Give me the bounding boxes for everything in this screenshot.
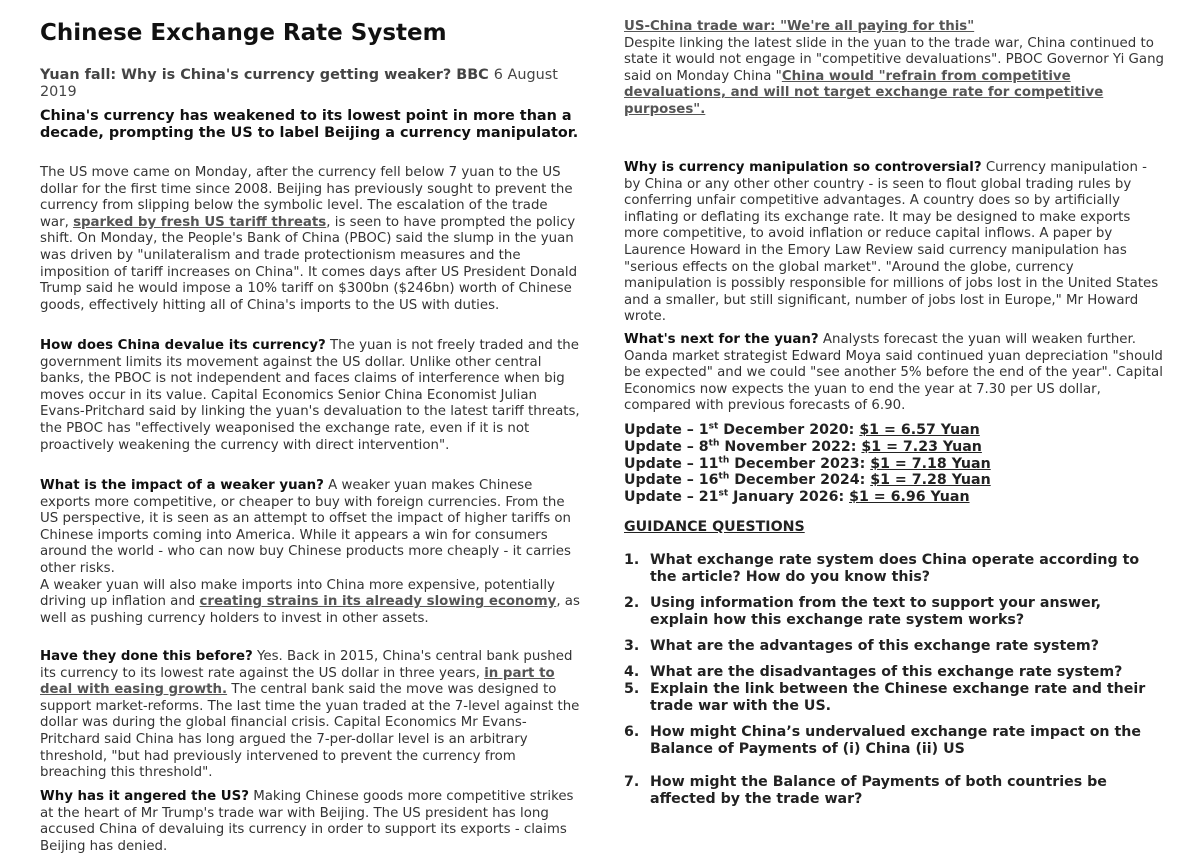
update-rate: $1 = 6.57 Yuan	[859, 422, 980, 438]
text: The US move came on Monday, after the currency fell below 7 yuan to the US dollar for the first time since 2008. Beijing has previously sought to prevent the currency from slipping below the symbolic level. The escalation of the trade war,	[40, 165, 573, 230]
text: A weaker yuan makes Chinese exports more competitive, or cheaper to buy with foreign currencies. From the US perspective, it is seen as an attempt to offset the impact of higher tariffs on Chinese imports coming into America. While it appears a win for consumers around the world - who can now buy Chinese products more cheaply - it carries other risks.	[40, 478, 572, 576]
paragraph-before	[40, 649, 580, 782]
ordinal: th	[718, 455, 730, 466]
source-date: 6 August 2019	[40, 67, 558, 100]
text: Making Chinese goods more competitive strikes at the heart of Mr Trump's trade war with Beijing. The US president has long accused China of devaluing its currency in order to support its exports - claims Beijing has denied.	[40, 789, 574, 854]
update-line	[624, 456, 991, 473]
question-text: What exchange rate system does China operate according to the article? How do you know this?	[650, 552, 1140, 585]
question-item	[624, 595, 1164, 629]
update-label: Update – 21	[624, 489, 719, 505]
page-title: Chinese Exchange Rate System	[40, 20, 447, 46]
question-text: How might China’s undervalued exchange rate impact on the Balance of Payments of (i) China (ii) US	[650, 724, 1141, 757]
ordinal: th	[718, 471, 730, 482]
link-refrain-devaluations[interactable]: China would "refrain from competitive devaluations, and will not target exchange rate for competitive purposes".	[624, 68, 1104, 117]
text: A weaker yuan will also make imports into China more expensive, potentially driving up inflation and	[40, 577, 555, 610]
paragraph-impact	[40, 478, 580, 627]
update-line	[624, 439, 982, 456]
update-rate: $1 = 7.23 Yuan	[861, 439, 982, 455]
question-text: What are the disadvantages of this exchange rate system?	[650, 664, 1123, 680]
update-label: Update – 11	[624, 456, 719, 472]
update-rate: $1 = 6.96 Yuan	[849, 489, 970, 505]
link-slowing-economy[interactable]: creating strains in its already slowing economy	[199, 594, 557, 610]
question-text: What are the advantages of this exchange rate system?	[650, 638, 1099, 654]
lead-paragraph: China's currency has weakened to its lowest point in more than a decade, prompting the US to label Beijing a currency manipulator.	[40, 108, 579, 141]
text: Yes. Back in 2015, China's central bank pushed its currency to its lowest rate against the US dollar in three years,	[40, 649, 573, 681]
question-number: 1.	[624, 552, 640, 568]
section-heading: Why is currency manipulation so controversial?	[624, 160, 982, 175]
paragraph-next	[624, 332, 1164, 415]
question-item	[624, 552, 1164, 586]
question-text: Explain the link between the Chinese exchange rate and their trade war with the US.	[650, 681, 1146, 714]
text: , as well as pushing currency holders to invest in other assets.	[40, 594, 580, 626]
update-line	[624, 422, 980, 439]
source-heading	[40, 67, 560, 101]
question-item	[624, 664, 1164, 681]
paragraph-controversial	[624, 160, 1164, 326]
update-label: Update – 1	[624, 422, 709, 438]
link-trade-war[interactable]: US-China trade war: "We're all paying for this"	[624, 19, 975, 34]
paragraph-us-move	[40, 165, 580, 314]
update-date: December 2023:	[729, 456, 866, 472]
question-number: 5.	[624, 681, 640, 697]
text: Despite linking the latest slide in the yuan to the trade war, China continued to state it would not engage in "competitive devaluations". PBOC Governor Yi Gang said on Monday China "	[624, 35, 1164, 84]
update-rate: $1 = 7.28 Yuan	[870, 472, 991, 488]
text: , is seen to have prompted the policy shift. On Monday, the People's Bank of China (PBOC) said the slump in the yuan was driven by "unilateralism and trade protectionism measures and the imposition of tariff increases on China". It comes days after US President Donald Trump said he would impose a 10% tariff on $300bn ($246bn) worth of Chinese goods, effectively hitting all of China's imports to the US with duties.	[40, 214, 578, 313]
question-item	[624, 681, 1164, 715]
question-item	[624, 638, 1164, 655]
question-number: 4.	[624, 664, 640, 680]
update-line	[624, 489, 970, 506]
update-date: December 2024:	[729, 472, 866, 488]
paragraph-angered-right	[624, 19, 1164, 119]
question-text: Using information from the text to support your answer, explain how this exchange rate system works?	[650, 595, 1102, 628]
text: Analysts forecast the yuan will weaken further. Oanda market strategist Edward Moya said continued yuan depreciation "should be expected" and we could "see another 5% before the end of the year". Capital Economics now expects the yuan to end the year at 7.30 per US dollar, compared with previous forecasts of 6.90.	[624, 332, 1163, 414]
update-date: January 2026:	[728, 489, 845, 505]
question-number: 3.	[624, 638, 640, 654]
ordinal: th	[708, 438, 720, 449]
update-label: Update – 8	[624, 439, 709, 455]
text: The central bank said the move was designed to support market-reforms. The last time the yuan traded at the 7-level against the dollar was during the global financial crisis. Capital Economics Mr Evans-Pritchard said China has long argued the 7-per-dollar level is an arbitrary threshold, "but had previously intervened to prevent the currency from breaching this threshold".	[40, 682, 580, 781]
update-date: November 2022:	[719, 439, 857, 455]
section-heading: What is the impact of a weaker yuan?	[40, 478, 324, 493]
question-number: 7.	[624, 774, 640, 790]
section-heading: Why has it angered the US?	[40, 789, 249, 804]
question-text: How might the Balance of Payments of both countries be affected by the trade war?	[650, 774, 1107, 807]
section-heading: What's next for the yuan?	[624, 332, 819, 347]
question-number: 6.	[624, 724, 640, 740]
ordinal: st	[718, 488, 729, 499]
link-tariff-threats[interactable]: sparked by fresh US tariff threats	[73, 214, 327, 230]
question-item	[624, 774, 1164, 808]
question-number: 2.	[624, 595, 640, 611]
section-heading: Have they done this before?	[40, 649, 253, 664]
update-label: Update – 16	[624, 472, 719, 488]
paragraph-angered-left	[40, 789, 580, 855]
update-rate: $1 = 7.18 Yuan	[870, 456, 991, 472]
paragraph-devalue	[40, 338, 580, 454]
section-heading: How does China devalue its currency?	[40, 338, 326, 353]
text: Currency manipulation - by China or any other other country - is seen to flout global trading rules by conferring unfair competitive advantages. A country does so by artificially inflating or deflating its exchange rate. It may be designed to make exports more competitive, to avoid inflation or reduce capital inflows. A paper by Laurence Howard in the Emory Law Review said currency manipulation has "serious effects on the global market". "Around the globe, currency manipulation is possibly responsible for millions of jobs lost in the United States and a smaller, but still significant, number of jobs lost in Europe," Mr Howard wrote.	[624, 160, 1159, 325]
update-date: December 2020:	[718, 422, 855, 438]
text: The yuan is not freely traded and the government limits its movement against the US dollar. Unlike other central banks, the PBOC is not independent and faces claims of interference when big moves occur in its value. Capital Economics Senior China Economist Julian Evans-Pritchard said by linking the yuan's devaluation to the latest tariff threats, the PBOC has "effectively weaponised the exchange rate, even if it is not proactively weakening the currency with direct intervention".	[40, 338, 580, 453]
guidance-heading: GUIDANCE QUESTIONS	[624, 519, 805, 535]
link-easing-growth[interactable]: in part to deal with easing growth.	[40, 665, 555, 698]
source-headline: Yuan fall: Why is China's currency getting weaker? BBC	[40, 67, 489, 83]
update-line	[624, 472, 991, 489]
question-item	[624, 724, 1164, 758]
ordinal: st	[708, 421, 719, 432]
